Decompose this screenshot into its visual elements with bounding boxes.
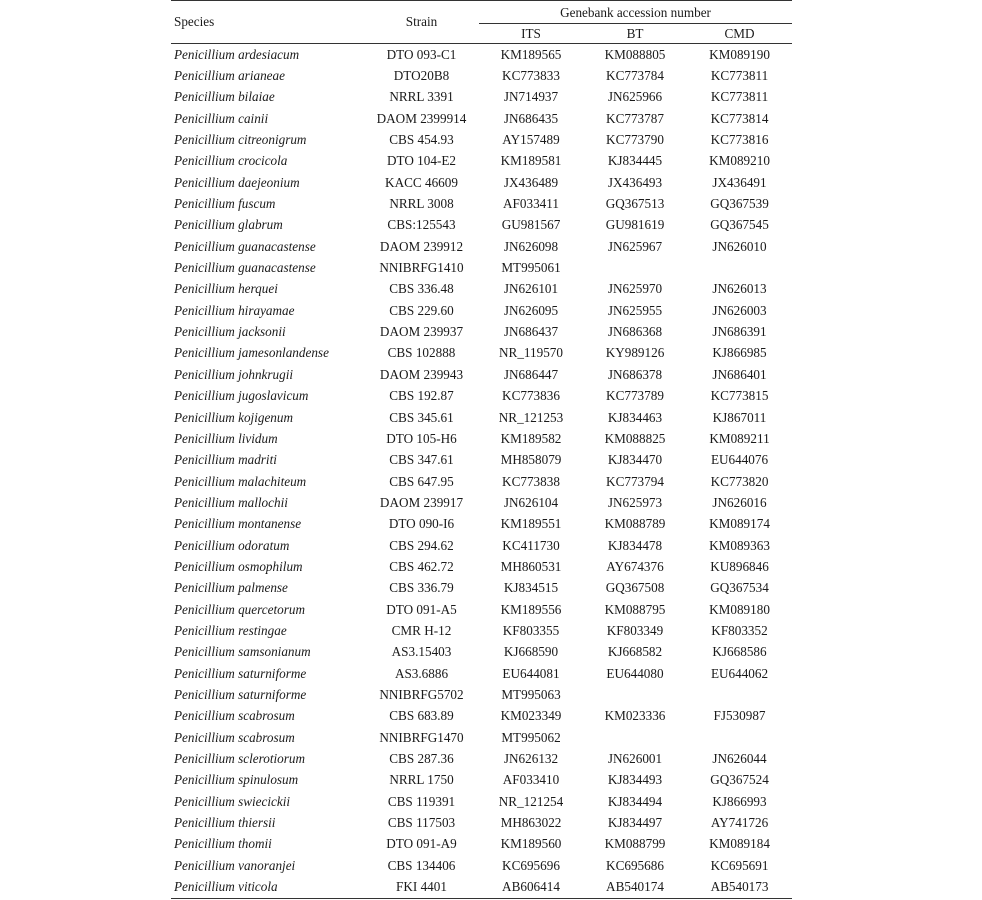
cell-strain: KACC 46609: [385, 174, 458, 190]
accession-table: [171, 0, 792, 899]
cell-cmd: GQ367534: [710, 580, 769, 596]
cell-species: Penicillium kojigenum: [174, 409, 294, 425]
cell-strain: DTO 090-I6: [388, 516, 455, 532]
cell-bt: KC773787: [606, 110, 664, 126]
cell-strain: DTO 091-A9: [386, 836, 457, 852]
cell-bt: KM023336: [604, 708, 666, 724]
cell-bt: KC773790: [606, 132, 664, 148]
cell-strain: NRRL 1750: [389, 772, 454, 788]
cell-cmd: KC773811: [710, 68, 769, 84]
cell-its: JN686437: [503, 324, 559, 340]
cell-cmd: KM089174: [709, 516, 770, 532]
cell-cmd: KU896846: [710, 558, 769, 574]
cell-strain: NNIBRFG1410: [379, 260, 464, 276]
table-row: [171, 748, 792, 769]
cell-its: JN626098: [503, 238, 559, 254]
cell-species: Penicillium scabrosum: [174, 729, 295, 745]
table-row: [171, 834, 792, 855]
table-row: [171, 620, 792, 641]
cell-cmd: JX436491: [712, 174, 767, 190]
cell-cmd: KC773815: [710, 388, 769, 404]
cell-bt: [583, 257, 687, 278]
cell-species: Penicillium guanacastense: [174, 238, 316, 254]
cell-its: JN626095: [503, 302, 559, 318]
cell-species: Penicillium odoratum: [174, 537, 290, 553]
cell-strain: DAOM 2399914: [376, 110, 467, 126]
table-header: [171, 1, 792, 44]
header-genebank: Genebank accession number: [479, 1, 792, 24]
cell-species: Penicillium swiecickii: [174, 793, 291, 809]
table-row: [171, 855, 792, 876]
cell-bt: KM088789: [604, 516, 666, 532]
cell-its: KM189581: [500, 153, 562, 169]
cell-strain: DAOM 239917: [379, 494, 464, 510]
cell-bt: KJ834497: [607, 815, 663, 831]
cell-species: Penicillium fuscum: [174, 196, 276, 212]
cell-species: Penicillium citreonigrum: [174, 132, 307, 148]
cell-strain: CBS:125543: [387, 217, 456, 233]
cell-species: Penicillium viticola: [171, 876, 364, 898]
cell-strain: CBS 683.89: [389, 708, 454, 724]
cell-strain: CBS 229.60: [389, 302, 454, 318]
cell-bt: KC695686: [606, 857, 664, 873]
cell-cmd: KM089211: [709, 430, 770, 446]
cell-cmd: JN686401: [712, 366, 767, 382]
cell-cmd: JN626013: [712, 281, 767, 297]
cell-cmd: AY741726: [710, 815, 769, 831]
table-row: [171, 812, 792, 833]
cell-its: JN626101: [503, 281, 559, 297]
table-row: [171, 87, 792, 108]
cell-its: KC695696: [502, 857, 560, 873]
cell-bt: KC773784: [606, 68, 664, 84]
cell-bt: GQ367508: [605, 580, 665, 596]
table-row: [171, 172, 792, 193]
cell-strain: DAOM 239943: [379, 366, 464, 382]
cell-cmd: KM089180: [709, 601, 770, 617]
cell-cmd: KM089190: [709, 46, 770, 62]
cell-its: KM189582: [500, 430, 562, 446]
cell-species: Penicillium herquei: [174, 281, 278, 297]
header-cmd: CMD: [687, 24, 792, 44]
table-row: [171, 492, 792, 513]
cell-strain: CBS 454.93: [389, 132, 454, 148]
accession-table-container: [171, 0, 792, 899]
cell-species: Penicillium guanacastense: [174, 260, 316, 276]
cell-bt: KM088805: [604, 46, 666, 62]
cell-species: Penicillium cainii: [174, 110, 269, 126]
cell-its: AB606414: [479, 876, 583, 898]
cell-cmd: KJ866993: [712, 793, 767, 809]
table-row: [171, 684, 792, 705]
cell-strain: DAOM 239912: [379, 238, 464, 254]
cell-strain: AS3.6886: [394, 665, 449, 681]
cell-species: Penicillium ardesiacum: [174, 46, 300, 62]
cell-species: Penicillium jacksonii: [174, 324, 286, 340]
cell-cmd: KC773820: [710, 473, 769, 489]
cell-bt: [583, 684, 687, 705]
cell-its: KM189560: [500, 836, 562, 852]
cell-species: Penicillium restingae: [174, 622, 287, 638]
cell-strain: CBS 294.62: [389, 537, 454, 553]
cell-strain: DTO20B8: [393, 68, 450, 84]
cell-cmd: JN626044: [712, 751, 767, 767]
table-row: [171, 300, 792, 321]
cell-species: Penicillium saturniforme: [174, 686, 307, 702]
table-row: [171, 876, 792, 898]
cell-cmd: AB540173: [687, 876, 792, 898]
table-row: [171, 279, 792, 300]
cell-species: Penicillium quercetorum: [174, 601, 305, 617]
cell-strain: CBS 192.87: [389, 388, 454, 404]
cell-its: MT995063: [501, 686, 561, 702]
cell-strain: NRRL 3391: [389, 89, 454, 105]
cell-bt: JN686378: [607, 366, 663, 382]
table-row: [171, 215, 792, 236]
table-row: [171, 706, 792, 727]
cell-its: MH858079: [500, 452, 562, 468]
cell-strain: CBS 336.79: [389, 580, 454, 596]
cell-bt: GQ367513: [605, 196, 665, 212]
cell-bt: KJ834478: [607, 537, 663, 553]
table-row: [171, 65, 792, 86]
cell-its: KM189551: [500, 516, 562, 532]
cell-species: Penicillium osmophilum: [174, 558, 303, 574]
cell-strain: DTO 093-C1: [386, 46, 457, 62]
cell-bt: KJ668582: [607, 644, 663, 660]
cell-strain: AS3.15403: [391, 644, 452, 660]
cell-cmd: GQ367545: [710, 217, 769, 233]
header-strain: Strain: [364, 1, 479, 44]
cell-species: Penicillium thomii: [174, 836, 272, 852]
cell-strain: CBS 134406: [387, 857, 456, 873]
cell-bt: [583, 727, 687, 748]
cell-cmd: KC773816: [710, 132, 769, 148]
cell-cmd: KJ668586: [712, 644, 767, 660]
cell-bt: KJ834463: [607, 409, 663, 425]
cell-bt: KC773789: [606, 388, 664, 404]
table-row: [171, 556, 792, 577]
cell-species: Penicillium mallochii: [174, 494, 288, 510]
cell-cmd: KJ866985: [712, 345, 767, 361]
cell-species: Penicillium saturniforme: [174, 665, 307, 681]
table-row: [171, 108, 792, 129]
cell-its: MH863022: [500, 815, 562, 831]
cell-strain: CBS 345.61: [389, 409, 454, 425]
cell-its: KC773833: [502, 68, 560, 84]
table-row: [171, 663, 792, 684]
cell-cmd: KM089184: [709, 836, 770, 852]
cell-cmd: [687, 727, 792, 748]
table-row: [171, 236, 792, 257]
cell-bt: KC773794: [606, 473, 664, 489]
cell-bt: JN625970: [607, 281, 663, 297]
cell-its: JN626132: [503, 751, 559, 767]
table-row: [171, 471, 792, 492]
cell-cmd: KC773814: [710, 110, 769, 126]
cell-cmd: [687, 257, 792, 278]
cell-bt: KM088799: [604, 836, 666, 852]
table-row: [171, 407, 792, 428]
cell-cmd: EU644062: [710, 665, 769, 681]
cell-cmd: KJ867011: [712, 409, 767, 425]
cell-strain: CBS 647.95: [389, 473, 454, 489]
table-row: [171, 193, 792, 214]
table-row: [171, 450, 792, 471]
table-row: [171, 364, 792, 385]
cell-its: JX436489: [503, 174, 559, 190]
cell-bt: JX436493: [607, 174, 663, 190]
cell-strain: DAOM 239937: [379, 324, 464, 340]
table-row: [171, 151, 792, 172]
cell-bt: KY989126: [605, 345, 665, 361]
cell-species: Penicillium arianeae: [174, 68, 285, 84]
table-row: [171, 44, 792, 66]
cell-strain: FKI 4401: [364, 876, 479, 898]
cell-bt: AB540174: [583, 876, 687, 898]
table-row: [171, 642, 792, 663]
cell-its: KC773838: [502, 473, 560, 489]
cell-species: Penicillium madriti: [174, 452, 277, 468]
cell-species: Penicillium hirayamae: [174, 302, 295, 318]
table-row: [171, 791, 792, 812]
table-body: [171, 44, 792, 899]
cell-cmd: JN626003: [712, 302, 767, 318]
cell-species: Penicillium samsonianum: [174, 644, 311, 660]
cell-its: AY157489: [502, 132, 560, 148]
cell-species: Penicillium spinulosum: [174, 772, 299, 788]
cell-bt: JN686368: [607, 324, 663, 340]
cell-species: Penicillium vanoranjei: [174, 857, 296, 873]
cell-strain: CBS 336.48: [389, 281, 454, 297]
cell-strain: NNIBRFG5702: [379, 686, 464, 702]
cell-species: Penicillium jamesonlandense: [174, 345, 329, 361]
cell-strain: DTO 104-E2: [387, 153, 456, 169]
cell-its: GU981567: [501, 217, 561, 233]
cell-bt: JN625966: [607, 89, 663, 105]
cell-species: Penicillium jugoslavicum: [174, 388, 309, 404]
table-row: [171, 257, 792, 278]
cell-strain: NNIBRFG1470: [379, 729, 464, 745]
cell-species: Penicillium thiersii: [174, 815, 276, 831]
cell-its: NR_119570: [499, 345, 563, 361]
cell-its: KF803355: [502, 622, 560, 638]
table-row: [171, 514, 792, 535]
cell-bt: JN625967: [607, 238, 663, 254]
cell-bt: KJ834494: [607, 793, 663, 809]
cell-its: NR_121253: [498, 409, 564, 425]
cell-cmd: GQ367539: [710, 196, 769, 212]
cell-cmd: KF803352: [711, 622, 768, 638]
cell-its: JN714937: [503, 89, 559, 105]
cell-bt: EU644080: [606, 665, 664, 681]
table-row: [171, 343, 792, 364]
table-row: [171, 321, 792, 342]
cell-species: Penicillium crocicola: [174, 153, 288, 169]
cell-its: AF033410: [502, 772, 560, 788]
table-row: [171, 535, 792, 556]
cell-cmd: EU644076: [710, 452, 769, 468]
header-species: Species: [171, 1, 364, 44]
cell-species: Penicillium sclerotiorum: [174, 751, 305, 767]
cell-cmd: [687, 684, 792, 705]
cell-bt: GU981619: [605, 217, 665, 233]
cell-strain: CMR H-12: [391, 622, 452, 638]
cell-strain: CBS 462.72: [389, 558, 454, 574]
cell-bt: AY674376: [606, 558, 664, 574]
cell-bt: JN626001: [607, 751, 663, 767]
table-row: [171, 599, 792, 620]
cell-strain: NRRL 3008: [389, 196, 454, 212]
cell-its: MH860531: [500, 558, 562, 574]
cell-cmd: KC773811: [710, 89, 769, 105]
table-row: [171, 428, 792, 449]
cell-bt: KJ834470: [607, 452, 663, 468]
cell-its: KM189556: [500, 601, 562, 617]
cell-bt: KJ834445: [607, 153, 663, 169]
cell-its: JN686447: [503, 366, 559, 382]
cell-cmd: JN626016: [712, 494, 767, 510]
header-its: ITS: [479, 24, 583, 44]
cell-strain: CBS 347.61: [389, 452, 454, 468]
cell-its: KC411730: [502, 537, 560, 553]
cell-strain: CBS 287.36: [389, 751, 454, 767]
cell-strain: CBS 119391: [387, 793, 456, 809]
cell-species: Penicillium malachiteum: [174, 473, 307, 489]
cell-cmd: KM089363: [709, 537, 770, 553]
cell-its: KC773836: [502, 388, 560, 404]
header-bt: BT: [583, 24, 687, 44]
cell-species: Penicillium daejeonium: [174, 174, 300, 190]
cell-cmd: GQ367524: [710, 772, 769, 788]
cell-its: JN626104: [503, 494, 559, 510]
cell-species: Penicillium johnkrugii: [174, 366, 294, 382]
cell-its: KM189565: [500, 46, 562, 62]
table-row: [171, 727, 792, 748]
cell-cmd: FJ530987: [713, 708, 766, 724]
cell-species: Penicillium palmense: [174, 580, 288, 596]
cell-its: KJ834515: [503, 580, 559, 596]
cell-cmd: KM089210: [709, 153, 770, 169]
cell-its: NR_121254: [498, 793, 564, 809]
cell-cmd: JN686391: [712, 324, 767, 340]
cell-cmd: JN626010: [712, 238, 767, 254]
cell-species: Penicillium bilaiae: [174, 89, 275, 105]
cell-species: Penicillium glabrum: [174, 217, 283, 233]
cell-its: KJ668590: [503, 644, 559, 660]
cell-bt: KM088825: [604, 430, 666, 446]
cell-its: MT995062: [501, 729, 561, 745]
cell-species: Penicillium montanense: [174, 516, 302, 532]
cell-bt: JN625955: [607, 302, 663, 318]
table-row: [171, 578, 792, 599]
cell-species: Penicillium scabrosum: [174, 708, 295, 724]
table-row: [171, 770, 792, 791]
cell-its: JN686435: [503, 110, 559, 126]
cell-strain: CBS 102888: [387, 345, 456, 361]
cell-bt: KM088795: [604, 601, 666, 617]
cell-strain: CBS 117503: [387, 815, 456, 831]
cell-bt: JN625973: [607, 494, 663, 510]
cell-bt: KF803349: [606, 622, 664, 638]
table-row: [171, 386, 792, 407]
cell-strain: DTO 091-A5: [386, 601, 457, 617]
cell-strain: DTO 105-H6: [386, 430, 457, 446]
table-row: [171, 129, 792, 150]
cell-its: KM023349: [500, 708, 562, 724]
cell-its: EU644081: [502, 665, 560, 681]
cell-bt: KJ834493: [607, 772, 663, 788]
cell-its: AF033411: [503, 196, 559, 212]
cell-cmd: KC695691: [710, 857, 769, 873]
cell-its: MT995061: [501, 260, 561, 276]
cell-species: Penicillium lividum: [174, 430, 278, 446]
